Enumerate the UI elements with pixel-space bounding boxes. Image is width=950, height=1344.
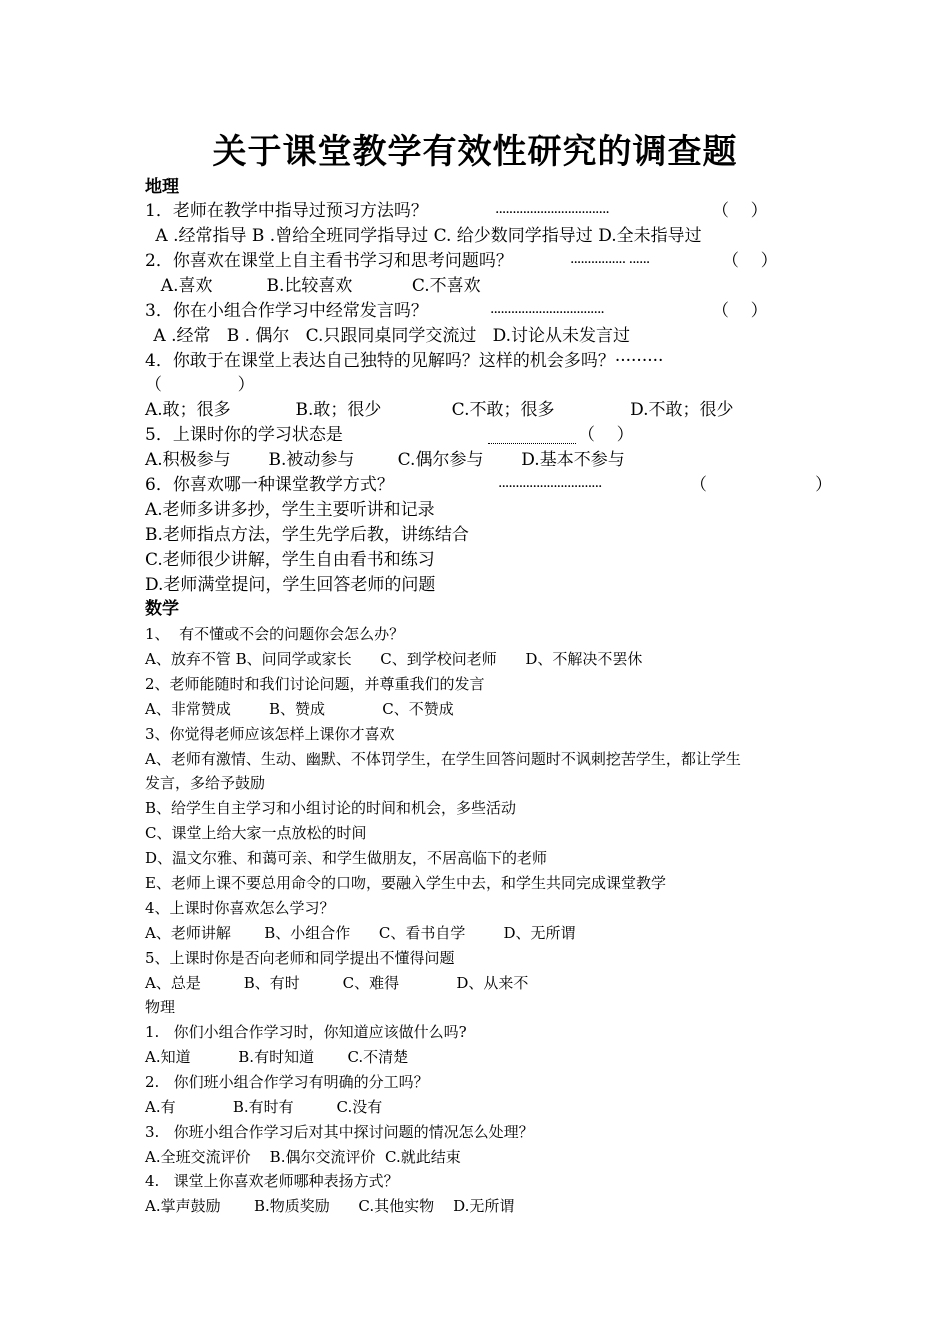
geo-question-2: 2．你喜欢在课堂上自主看书学习和思考问题吗？	[145, 251, 513, 271]
math-question-2-options: A、非常赞成 B、赞成 C、不赞成	[145, 700, 454, 718]
document-title: 关于课堂教学有效性研究的调查题	[212, 132, 738, 172]
math-question-3-option-c: C、课堂上给大家一点放松的时间	[145, 824, 367, 842]
geo-question-4-options: A.敢；很多 B.敢；很少 C.不敢；很多 D.不敢；很少	[145, 400, 734, 420]
geo-question-1-options: A .经常指导 B .曾给全班同学指导过 C. 给少数同学指导过 D.全未指导过	[150, 226, 702, 246]
math-question-1-options: A、放弃不管 B、问同学或家长 C、到学校问老师 D、不解决不罢休	[145, 650, 643, 668]
geo-question-2-options: A.喜欢 B.比较喜欢 C.不喜欢	[150, 276, 481, 296]
math-question-3-option-e: E、老师上课不要总用命令的口吻，要融入学生中去，和学生共同完成课堂教学	[145, 874, 666, 892]
math-question-1: 1、 有不懂或不会的问题你会怎么办？	[145, 625, 405, 643]
geo-question-6-option-c: C.老师很少讲解，学生自由看书和练习	[145, 550, 435, 570]
math-question-5-options: A、总是 B、有时 C、难得 D、从来不	[145, 974, 529, 992]
physics-question-3: 3. 你班小组合作学习后对其中探讨问题的情况怎么处理？	[145, 1123, 534, 1141]
math-question-3-option-d: D、温文尔雅、和蔼可亲、和学生做朋友，不居高临下的老师	[145, 849, 548, 867]
physics-question-3-options: A.全班交流评价 B.偶尔交流评价 C.就此结束	[145, 1148, 461, 1166]
answer-blank: （ ）	[712, 301, 768, 321]
geo-question-5: 5．上课时你的学习状态是	[145, 425, 343, 445]
math-question-3-option-a-cont: 发言，多给予鼓励	[145, 774, 266, 792]
geo-question-6-option-a: A.老师多讲多抄，学生主要听讲和记录	[145, 500, 435, 520]
geo-question-1: 1．老师在教学中指导过预习方法吗？	[145, 201, 428, 221]
leader-dots: ················ ······	[570, 255, 650, 271]
math-question-2: 2、老师能随时和我们讨论问题，并尊重我们的发言	[145, 675, 485, 693]
answer-blank: （ ）	[712, 201, 768, 221]
geo-question-6-option-d: D.老师满堂提问，学生回答老师的问题	[145, 575, 436, 595]
math-question-3-option-b: B、给学生自主学习和小组讨论的时间和机会，多些活动	[145, 799, 517, 817]
geo-question-6: 6．你喜欢哪一种课堂教学方式？	[145, 475, 394, 495]
geo-question-4: 4．你敢于在课堂上表达自己独特的见解吗？这样的机会多吗？·········	[145, 351, 664, 371]
section-heading-physics: 物理	[145, 998, 176, 1016]
underline-blank	[488, 443, 576, 444]
math-question-4: 4、上课时你喜欢怎么学习？	[145, 899, 335, 917]
leader-dots: ·································	[490, 305, 604, 321]
answer-blank: （ ）	[578, 425, 634, 445]
geo-question-3: 3．你在小组合作学习中经常发言吗？	[145, 301, 428, 321]
physics-question-2-options: A.有 B.有时有 C.没有	[145, 1098, 383, 1116]
geo-question-6-option-b: B.老师指点方法，学生先学后教，讲练结合	[145, 525, 469, 545]
geo-question-3-options: A .经常 B . 偶尔 C.只跟同桌同学交流过 D.讨论从未发言过	[148, 326, 631, 346]
physics-question-4: 4. 课堂上你喜欢老师哪种表扬方式？	[145, 1172, 399, 1190]
math-question-5: 5、上课时你是否向老师和同学提出不懂得问题	[145, 949, 455, 967]
answer-blank: （ ）	[690, 475, 833, 495]
leader-dots: ·································	[495, 205, 609, 221]
math-question-3-option-a: A、老师有激情、生动、幽默、不体罚学生，在学生回答问题时不讽刺挖苦学生，都让学生	[145, 750, 741, 768]
section-heading-geography: 地理	[145, 177, 179, 197]
physics-question-2: 2. 你们班小组合作学习有明确的分工吗？	[145, 1073, 429, 1091]
math-question-4-options: A、老师讲解 B、小组合作 C、看书自学 D、无所谓	[145, 924, 576, 942]
physics-question-1: 1. 你们小组合作学习时，你知道应该做什么吗?	[145, 1023, 467, 1041]
section-heading-math: 数学	[145, 599, 179, 619]
physics-question-4-options: A.掌声鼓励 B.物质奖励 C.其他实物 D.无所谓	[145, 1197, 515, 1215]
answer-blank: （ ）	[722, 251, 778, 271]
leader-dots: ······························	[498, 479, 602, 495]
answer-blank: （ ）	[145, 375, 255, 395]
geo-question-5-options: A.积极参与 B.被动参与 C.偶尔参与 D.基本不参与	[145, 450, 625, 470]
math-question-3: 3、你觉得老师应该怎样上课你才喜欢	[145, 725, 395, 743]
physics-question-1-options: A.知道 B.有时知道 C.不清楚	[145, 1048, 409, 1066]
